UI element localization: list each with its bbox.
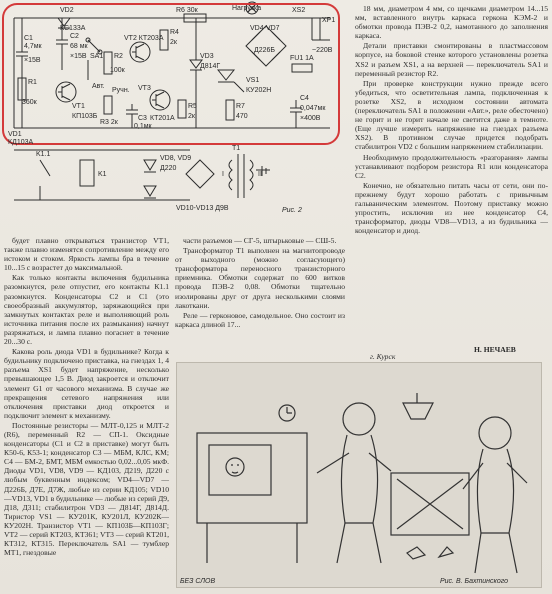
cartoon-illustration	[176, 362, 542, 588]
label-k1: K1	[98, 171, 107, 178]
label-vt3: VT3	[138, 85, 151, 92]
label-220v: ~220В	[312, 47, 333, 54]
label-t1: T1	[232, 145, 241, 152]
label-vs1-type: КУ202Н	[246, 87, 272, 94]
label-c1-v: ×15В	[24, 57, 41, 64]
label-vd8-type: Д220	[160, 165, 177, 172]
label-vt2: VT2 КТ203А	[124, 35, 164, 42]
label-vt3-type: КТ201А	[150, 115, 175, 122]
label-r5: R5	[188, 103, 197, 110]
label-vt1: VT1	[72, 103, 85, 110]
label-r1-val: 360к	[22, 99, 37, 106]
label-c4: C4	[300, 95, 309, 102]
label-c1: C1	[24, 35, 33, 42]
label-vd2: VD2	[60, 7, 74, 14]
text-column-middle	[175, 236, 345, 336]
cartoon-drawing	[177, 363, 541, 587]
paragraph: будет плавно открываться транзистор VT1, также плавно изменятся сопротивление между его истоком и стоком. Яркость лампы бра в течение 10...15 с возрастет до максимальной.	[4, 236, 169, 273]
paragraph: Трансформатор Т1 выполнен на магнитопроводе от выходного (можно согласующего) трансформатора переносного транзисторного приемника. Обмотки содержат по 600 витков провода ПЭВ-2 0,08. Обмотки тщательно изолированы друг от друга несколькими слоями лакоткани.	[175, 246, 345, 310]
label-vd10vd13: VD10-VD13 Д9В	[176, 205, 229, 212]
label-r6: R6 30к	[176, 7, 198, 14]
label-fu1: FU1 1А	[290, 55, 314, 62]
label-c3: C3	[138, 115, 147, 122]
label-r2: R2	[114, 53, 123, 60]
label-r2-val: 100к	[110, 67, 125, 74]
label-r1: R1	[28, 79, 37, 86]
circuit-schematic	[0, 0, 345, 228]
label-r4: R4	[170, 29, 179, 36]
author-name: Н. НЕЧАЕВ	[474, 345, 516, 354]
paragraph: части разъемов — СГ-5, штырьковые — СШ-5.	[183, 236, 337, 245]
label-c4-v: ×400В	[300, 115, 321, 122]
label-xs2: XS2	[292, 7, 306, 14]
label-c2-v: ×15В	[70, 53, 87, 60]
paragraph: 18 мм, диаметром 4 мм, со щечками диаметром 14...15 мм, вставленного внутрь каркаса геркона КЭМ-2 и обмотки провода ПЭВ-2 0,2, намотанного до заполнения каркаса.	[355, 4, 548, 41]
text-column-right	[355, 4, 548, 342]
label-c3-val: 0,1мк	[134, 123, 152, 130]
label-vd1: VD1	[8, 131, 22, 138]
label-xp1: XP1	[322, 17, 336, 24]
paragraph: Реле — герконовое, самодельное. Оно состоит из каркаса длиной 17...	[175, 310, 345, 329]
cartoon-title: БЕЗ СЛОВ	[180, 578, 216, 585]
label-r4-val: 2к	[170, 39, 177, 46]
paragraph: Постоянные резисторы — МЛТ-0,125 и МЛТ-2 (R6), переменный R2 — СП-1. Оксидные конденсаторы (С1 и С2 в приставке) могут быть К50-6, К53-1; конденсатор С3 — МБМ, КЛС, КМ; С4 — БМ-2, БМТ, МБМ емкостью 0,02...0,05 мкФ. Диоды VD1, VD8, VD9 — КД103, Д219, Д220 с любым буквенным индексом; VD4—VD7 — Д226Б, Д7Е, Д7Ж, любые из серии КД105; VD10—VD13, VD1 в будильнике — любые из серий Д9, Д18, Д311; стабилитрон VD3 — Д814Г, Д814Д. Тиристор VS1 — КУ201К, КУ201Л, КУ202К—КУ202Н. Транзистор VT1 — КП103Б—КП103Г; VT2 — серий КТ203, КТ361; VT3 — серий КТ201, КТ312, КТ315. Переключатель SA1 — тумблер МТ1, гнездовые	[4, 420, 169, 558]
author-city: г. Курск	[370, 352, 396, 361]
label-r7: R7	[236, 103, 245, 110]
label-k11: K1.1	[36, 151, 51, 158]
label-vt1-type: КП103Б	[72, 113, 98, 120]
label-vd8vd9: VD8, VD9	[160, 155, 192, 162]
label-ruchn: Ручн.	[112, 87, 130, 94]
highlight-outline	[3, 4, 339, 144]
label-winding-two: II	[258, 171, 262, 178]
label-r7-val: 470	[236, 113, 248, 120]
label-c2: C2	[70, 33, 79, 40]
label-vs1: VS1	[246, 77, 260, 84]
label-r3: R3 2к	[100, 119, 118, 126]
paragraph: Конечно, не обязательно питать часы от сети, они по-прежнему будут хорошо работать с привычным гальваническим элементом. Поэтому приставку можно упростить, исключив из нее конденсатор С4, трансформатор, диоды VD8—VD13, а из будильника — конденсатор и диод.	[355, 180, 548, 236]
label-avt: Авт.	[92, 83, 105, 90]
label-nagruzka: Нагрузка	[232, 5, 262, 12]
label-c1-val: 4,7мк	[24, 43, 42, 50]
label-vd4-type: Д226Б	[254, 47, 276, 54]
label-vd3-type: Д814Г	[200, 63, 221, 70]
paragraph: Необходимую продолжительность «разгорания» лампы устанавливают подбором резистора R1 или конденсатора С2.	[355, 152, 548, 180]
label-r5-val: 2к	[188, 113, 195, 120]
paragraph: Как только контакты включения будильника разомкнутся, реле отпустит, его контакты К1.1 разомкнутся. Конденсаторы С2 и С1 (это своеобразный аккумулятор, заряжающийся при замкнутых контактах реле и выполняющий роль источника питания после их размыкания) начнут разряжаться, и лампа плавно погаснет в течение 20...30 с.	[4, 273, 169, 347]
figure-caption: Рис. 2	[282, 207, 302, 214]
label-sa1: SA1	[90, 53, 104, 60]
paragraph: Какова роль диода VD1 в будильнике? Когда к будильнику подключено приставка, на гнездах 1, 4 разъема XS1 будет напряжение, несколько превышающее 1,5 В. Диод закроется и отключит элемент G1 от часового механизма. В случае же прекращения сетевого напряжения или отключения приставки диод откроется и подключит элемент к механизму.	[4, 347, 169, 420]
label-vd4vd7: VD4-VD7	[250, 25, 280, 32]
label-winding-one: I	[222, 171, 224, 178]
label-c4-val: 0,047мк	[300, 105, 326, 112]
paragraph: Детали приставки смонтированы в пластмассовом корпусе, на боковой стенке которого установлены розетка XS2 и разъем XS1, а на верхней — переключатель SA1 и переменный резистор R2.	[355, 41, 548, 78]
text-column-left	[4, 236, 169, 590]
label-vd3: VD3	[200, 53, 214, 60]
label-vd2-type: КС133А	[60, 25, 86, 32]
label-vd1-type: КД103А	[8, 139, 34, 146]
paragraph: При проверке конструкции нужно прежде всего убедиться, что осветительная лампа, подключенная к розетке XS2, в исходном состоянии автомата (переключатель SA1 в положении «Авт.», реле обесточено) не горит и не горит начале не светится даже в темноте. (Еще лучше измерить напряжение на гнездах разъема XS2). В противном случае придется подобрать стабилитрон VD2 с большим напряжением стабилизации.	[355, 78, 548, 152]
label-c2-val: 68 мк	[70, 43, 88, 50]
cartoon-credit: Рис. В. Бахтинского	[440, 578, 509, 585]
